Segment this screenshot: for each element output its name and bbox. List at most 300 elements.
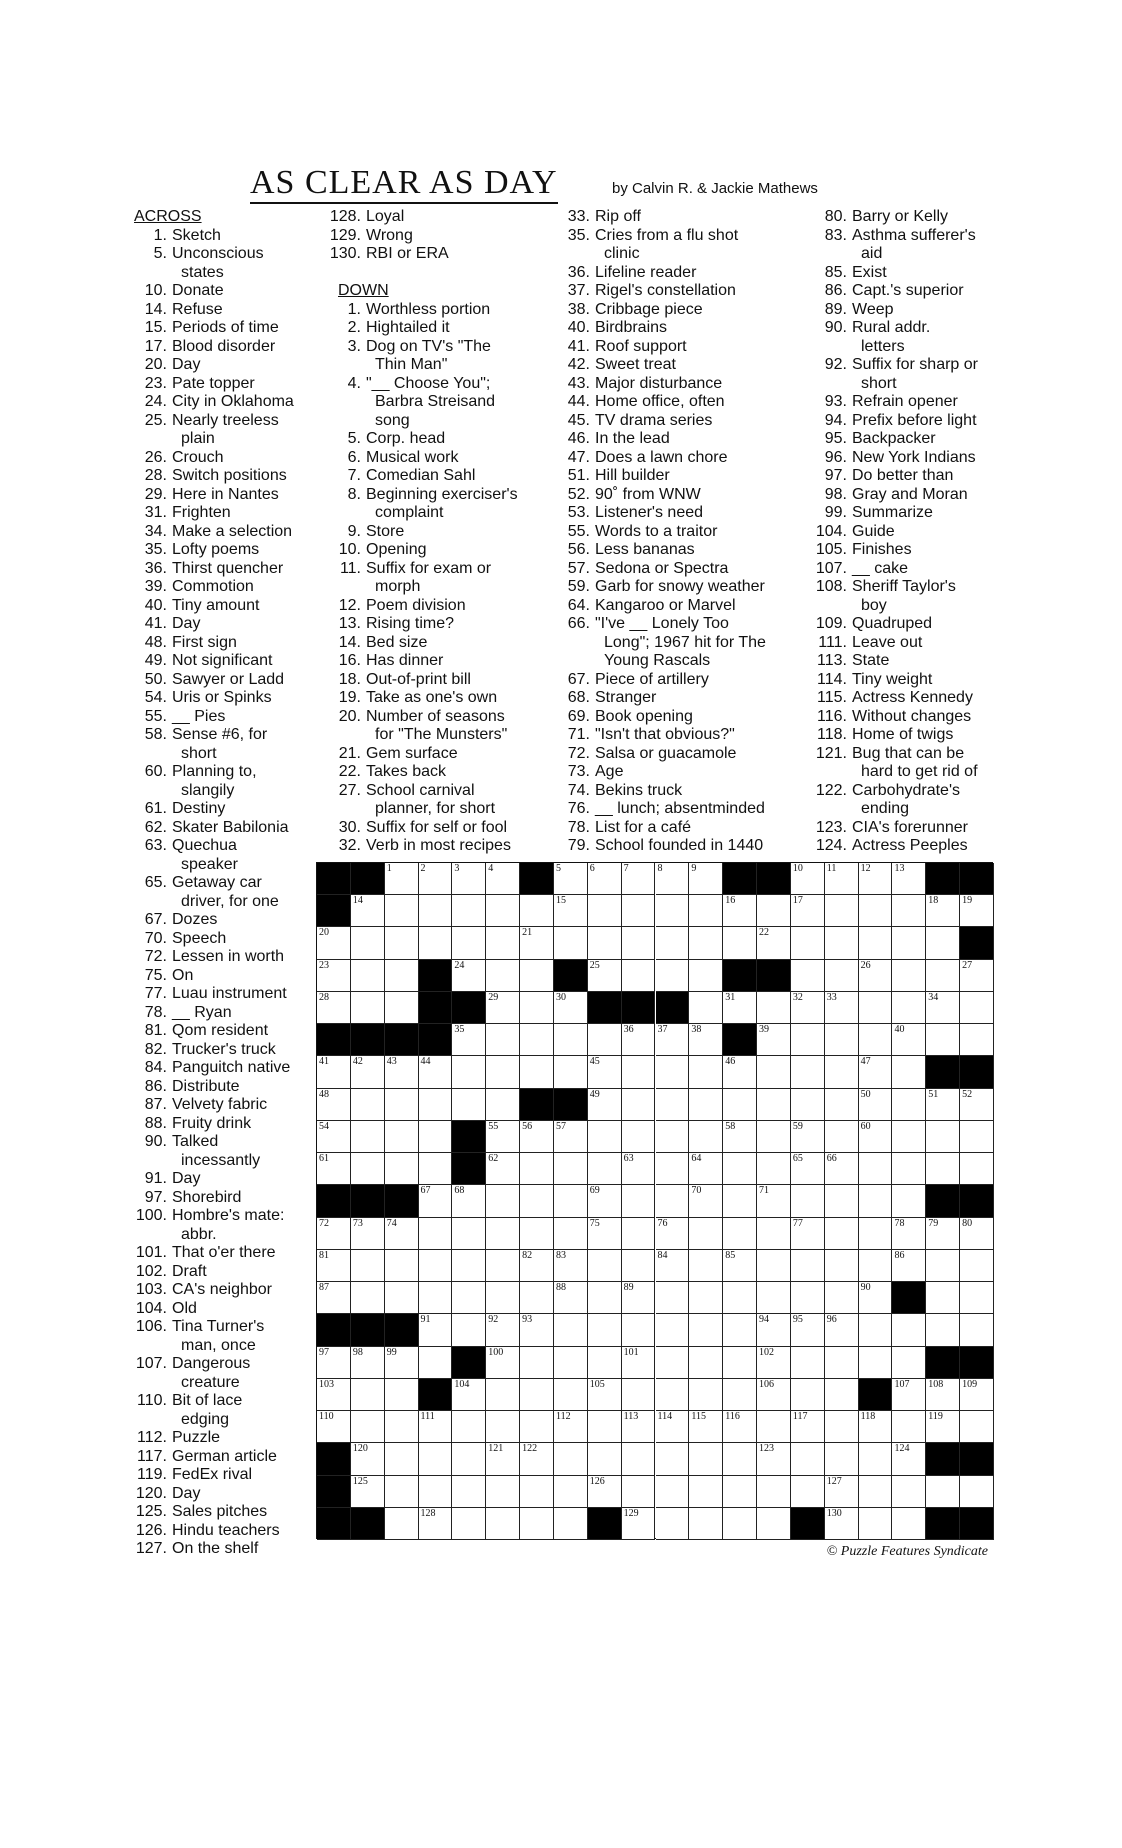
grid-cell[interactable] — [317, 1121, 351, 1153]
grid-cell[interactable] — [622, 1153, 656, 1185]
grid-cell[interactable] — [892, 1024, 926, 1056]
grid-cell[interactable] — [419, 1153, 453, 1185]
grid-cell[interactable] — [791, 927, 825, 959]
grid-cell[interactable] — [351, 1476, 385, 1508]
grid-cell[interactable] — [520, 1218, 554, 1250]
grid-cell[interactable] — [723, 1314, 757, 1346]
grid-cell[interactable] — [622, 1089, 656, 1121]
crossword-grid[interactable] — [316, 862, 993, 1539]
grid-cell[interactable] — [622, 1250, 656, 1282]
grid-cell[interactable] — [520, 1056, 554, 1088]
grid-cell[interactable] — [825, 1508, 859, 1540]
grid-cell[interactable] — [351, 992, 385, 1024]
grid-cell[interactable] — [588, 1056, 622, 1088]
grid-cell[interactable] — [452, 960, 486, 992]
grid-cell[interactable] — [486, 1508, 520, 1540]
grid-cell[interactable] — [825, 1476, 859, 1508]
grid-cell[interactable] — [892, 1411, 926, 1443]
grid-cell[interactable] — [554, 1056, 588, 1088]
grid-cell[interactable] — [656, 1347, 690, 1379]
grid-cell[interactable] — [926, 992, 960, 1024]
grid-cell[interactable] — [419, 1185, 453, 1217]
grid-cell[interactable] — [791, 1250, 825, 1282]
grid-cell[interactable] — [757, 1024, 791, 1056]
grid-cell[interactable] — [385, 960, 419, 992]
grid-cell[interactable] — [757, 1379, 791, 1411]
grid-cell[interactable] — [351, 1153, 385, 1185]
grid-cell[interactable] — [723, 992, 757, 1024]
grid-cell[interactable] — [554, 992, 588, 1024]
grid-cell[interactable] — [317, 960, 351, 992]
grid-cell[interactable] — [926, 1476, 960, 1508]
grid-cell[interactable] — [926, 1024, 960, 1056]
grid-cell[interactable] — [960, 1121, 994, 1153]
grid-cell[interactable] — [656, 927, 690, 959]
grid-cell[interactable] — [588, 895, 622, 927]
grid-cell[interactable] — [317, 1056, 351, 1088]
grid-cell[interactable] — [520, 1379, 554, 1411]
grid-cell[interactable] — [385, 1250, 419, 1282]
grid-cell[interactable] — [859, 1508, 893, 1540]
grid-cell[interactable] — [892, 992, 926, 1024]
grid-cell[interactable] — [520, 1250, 554, 1282]
grid-cell[interactable] — [859, 1347, 893, 1379]
grid-cell[interactable] — [689, 895, 723, 927]
grid-cell[interactable] — [622, 1282, 656, 1314]
grid-cell[interactable] — [960, 1282, 994, 1314]
grid-cell[interactable] — [892, 1089, 926, 1121]
grid-cell[interactable] — [791, 1411, 825, 1443]
grid-cell[interactable] — [926, 1089, 960, 1121]
grid-cell[interactable] — [317, 1250, 351, 1282]
grid-cell[interactable] — [757, 895, 791, 927]
grid-cell[interactable] — [825, 1314, 859, 1346]
grid-cell[interactable] — [419, 1411, 453, 1443]
grid-cell[interactable] — [622, 1024, 656, 1056]
grid-cell[interactable] — [351, 1443, 385, 1475]
grid-cell[interactable] — [689, 1218, 723, 1250]
grid-cell[interactable] — [689, 863, 723, 895]
grid-cell[interactable] — [926, 1411, 960, 1443]
grid-cell[interactable] — [892, 1476, 926, 1508]
grid-cell[interactable] — [825, 1024, 859, 1056]
grid-cell[interactable] — [859, 863, 893, 895]
grid-cell[interactable] — [859, 1121, 893, 1153]
grid-cell[interactable] — [926, 1282, 960, 1314]
grid-cell[interactable] — [960, 960, 994, 992]
grid-cell[interactable] — [351, 1282, 385, 1314]
grid-cell[interactable] — [385, 1218, 419, 1250]
grid-cell[interactable] — [520, 1121, 554, 1153]
grid-cell[interactable] — [554, 1476, 588, 1508]
grid-cell[interactable] — [656, 1089, 690, 1121]
grid-cell[interactable] — [689, 1185, 723, 1217]
grid-cell[interactable] — [588, 1089, 622, 1121]
grid-cell[interactable] — [351, 1411, 385, 1443]
grid-cell[interactable] — [656, 1443, 690, 1475]
grid-cell[interactable] — [452, 1056, 486, 1088]
grid-cell[interactable] — [385, 1379, 419, 1411]
grid-cell[interactable] — [588, 1250, 622, 1282]
grid-cell[interactable] — [689, 1476, 723, 1508]
grid-cell[interactable] — [791, 1153, 825, 1185]
grid-cell[interactable] — [385, 1508, 419, 1540]
grid-cell[interactable] — [825, 1250, 859, 1282]
grid-cell[interactable] — [588, 1121, 622, 1153]
grid-cell[interactable] — [892, 1121, 926, 1153]
grid-cell[interactable] — [723, 1153, 757, 1185]
grid-cell[interactable] — [926, 1379, 960, 1411]
grid-cell[interactable] — [656, 1218, 690, 1250]
grid-cell[interactable] — [757, 1185, 791, 1217]
grid-cell[interactable] — [926, 960, 960, 992]
grid-cell[interactable] — [419, 927, 453, 959]
grid-cell[interactable] — [926, 1153, 960, 1185]
grid-cell[interactable] — [689, 1347, 723, 1379]
grid-cell[interactable] — [757, 1411, 791, 1443]
grid-cell[interactable] — [554, 1411, 588, 1443]
grid-cell[interactable] — [689, 1056, 723, 1088]
grid-cell[interactable] — [892, 863, 926, 895]
grid-cell[interactable] — [588, 1185, 622, 1217]
grid-cell[interactable] — [452, 1443, 486, 1475]
grid-cell[interactable] — [689, 1089, 723, 1121]
grid-cell[interactable] — [892, 1185, 926, 1217]
grid-cell[interactable] — [791, 1218, 825, 1250]
grid-cell[interactable] — [385, 1347, 419, 1379]
grid-cell[interactable] — [588, 1476, 622, 1508]
grid-cell[interactable] — [892, 1314, 926, 1346]
grid-cell[interactable] — [892, 1153, 926, 1185]
grid-cell[interactable] — [825, 1411, 859, 1443]
grid-cell[interactable] — [554, 863, 588, 895]
grid-cell[interactable] — [622, 1443, 656, 1475]
grid-cell[interactable] — [825, 863, 859, 895]
grid-cell[interactable] — [385, 1056, 419, 1088]
grid-cell[interactable] — [520, 895, 554, 927]
grid-cell[interactable] — [486, 927, 520, 959]
grid-cell[interactable] — [723, 1089, 757, 1121]
grid-cell[interactable] — [791, 1089, 825, 1121]
grid-cell[interactable] — [419, 1218, 453, 1250]
grid-cell[interactable] — [689, 1443, 723, 1475]
grid-cell[interactable] — [656, 1314, 690, 1346]
grid-cell[interactable] — [960, 1476, 994, 1508]
grid-cell[interactable] — [317, 1089, 351, 1121]
grid-cell[interactable] — [689, 1508, 723, 1540]
grid-cell[interactable] — [486, 1476, 520, 1508]
grid-cell[interactable] — [486, 1185, 520, 1217]
grid-cell[interactable] — [622, 1379, 656, 1411]
grid-cell[interactable] — [757, 1089, 791, 1121]
grid-cell[interactable] — [520, 1476, 554, 1508]
grid-cell[interactable] — [317, 992, 351, 1024]
grid-cell[interactable] — [622, 1185, 656, 1217]
grid-cell[interactable] — [486, 1089, 520, 1121]
grid-cell[interactable] — [825, 1282, 859, 1314]
grid-cell[interactable] — [588, 1218, 622, 1250]
grid-cell[interactable] — [689, 1153, 723, 1185]
grid-cell[interactable] — [588, 1282, 622, 1314]
grid-cell[interactable] — [554, 895, 588, 927]
grid-cell[interactable] — [689, 992, 723, 1024]
grid-cell[interactable] — [351, 1250, 385, 1282]
grid-cell[interactable] — [791, 863, 825, 895]
grid-cell[interactable] — [926, 1121, 960, 1153]
grid-cell[interactable] — [452, 1411, 486, 1443]
grid-cell[interactable] — [757, 1153, 791, 1185]
grid-cell[interactable] — [554, 1443, 588, 1475]
grid-cell[interactable] — [317, 1411, 351, 1443]
grid-cell[interactable] — [452, 1282, 486, 1314]
grid-cell[interactable] — [757, 1250, 791, 1282]
grid-cell[interactable] — [723, 1379, 757, 1411]
grid-cell[interactable] — [317, 1282, 351, 1314]
grid-cell[interactable] — [351, 1056, 385, 1088]
grid-cell[interactable] — [656, 895, 690, 927]
grid-cell[interactable] — [960, 1218, 994, 1250]
grid-cell[interactable] — [757, 1347, 791, 1379]
grid-cell[interactable] — [554, 1314, 588, 1346]
grid-cell[interactable] — [859, 1411, 893, 1443]
grid-cell[interactable] — [926, 895, 960, 927]
grid-cell[interactable] — [791, 895, 825, 927]
grid-cell[interactable] — [892, 1218, 926, 1250]
grid-cell[interactable] — [554, 1347, 588, 1379]
grid-cell[interactable] — [656, 1476, 690, 1508]
grid-cell[interactable] — [351, 1121, 385, 1153]
grid-cell[interactable] — [859, 1089, 893, 1121]
grid-cell[interactable] — [757, 1508, 791, 1540]
grid-cell[interactable] — [351, 927, 385, 959]
grid-cell[interactable] — [791, 1443, 825, 1475]
grid-cell[interactable] — [385, 1282, 419, 1314]
grid-cell[interactable] — [859, 1024, 893, 1056]
grid-cell[interactable] — [419, 1347, 453, 1379]
grid-cell[interactable] — [960, 1089, 994, 1121]
grid-cell[interactable] — [859, 1250, 893, 1282]
grid-cell[interactable] — [520, 1024, 554, 1056]
grid-cell[interactable] — [452, 1218, 486, 1250]
grid-cell[interactable] — [452, 1250, 486, 1282]
grid-cell[interactable] — [723, 1347, 757, 1379]
grid-cell[interactable] — [723, 1185, 757, 1217]
grid-cell[interactable] — [486, 1282, 520, 1314]
grid-cell[interactable] — [689, 1121, 723, 1153]
grid-cell[interactable] — [723, 1476, 757, 1508]
grid-cell[interactable] — [351, 1379, 385, 1411]
grid-cell[interactable] — [757, 1476, 791, 1508]
grid-cell[interactable] — [892, 927, 926, 959]
grid-cell[interactable] — [825, 927, 859, 959]
grid-cell[interactable] — [689, 1314, 723, 1346]
grid-cell[interactable] — [926, 1314, 960, 1346]
grid-cell[interactable] — [351, 1218, 385, 1250]
grid-cell[interactable] — [656, 863, 690, 895]
grid-cell[interactable] — [859, 927, 893, 959]
grid-cell[interactable] — [622, 1314, 656, 1346]
grid-cell[interactable] — [656, 1282, 690, 1314]
grid-cell[interactable] — [825, 1153, 859, 1185]
grid-cell[interactable] — [689, 1250, 723, 1282]
grid-cell[interactable] — [825, 1347, 859, 1379]
grid-cell[interactable] — [859, 895, 893, 927]
grid-cell[interactable] — [554, 1379, 588, 1411]
grid-cell[interactable] — [960, 992, 994, 1024]
grid-cell[interactable] — [825, 1089, 859, 1121]
grid-cell[interactable] — [723, 1250, 757, 1282]
grid-cell[interactable] — [452, 927, 486, 959]
grid-cell[interactable] — [452, 1089, 486, 1121]
grid-cell[interactable] — [689, 927, 723, 959]
grid-cell[interactable] — [723, 1411, 757, 1443]
grid-cell[interactable] — [520, 1443, 554, 1475]
grid-cell[interactable] — [588, 927, 622, 959]
grid-cell[interactable] — [452, 1024, 486, 1056]
grid-cell[interactable] — [791, 1476, 825, 1508]
grid-cell[interactable] — [622, 927, 656, 959]
grid-cell[interactable] — [452, 1379, 486, 1411]
grid-cell[interactable] — [317, 927, 351, 959]
grid-cell[interactable] — [859, 1282, 893, 1314]
grid-cell[interactable] — [385, 1411, 419, 1443]
grid-cell[interactable] — [486, 1250, 520, 1282]
grid-cell[interactable] — [385, 992, 419, 1024]
grid-cell[interactable] — [588, 863, 622, 895]
grid-cell[interactable] — [791, 1347, 825, 1379]
grid-cell[interactable] — [486, 895, 520, 927]
grid-cell[interactable] — [588, 1379, 622, 1411]
grid-cell[interactable] — [385, 1153, 419, 1185]
grid-cell[interactable] — [791, 960, 825, 992]
grid-cell[interactable] — [757, 927, 791, 959]
grid-cell[interactable] — [723, 1121, 757, 1153]
grid-cell[interactable] — [588, 1153, 622, 1185]
grid-cell[interactable] — [757, 992, 791, 1024]
grid-cell[interactable] — [622, 1347, 656, 1379]
grid-cell[interactable] — [960, 1379, 994, 1411]
grid-cell[interactable] — [656, 960, 690, 992]
grid-cell[interactable] — [486, 1024, 520, 1056]
grid-cell[interactable] — [757, 1282, 791, 1314]
grid-cell[interactable] — [554, 1508, 588, 1540]
grid-cell[interactable] — [757, 1314, 791, 1346]
grid-cell[interactable] — [351, 1089, 385, 1121]
grid-cell[interactable] — [859, 992, 893, 1024]
grid-cell[interactable] — [622, 1508, 656, 1540]
grid-cell[interactable] — [520, 1153, 554, 1185]
grid-cell[interactable] — [317, 1218, 351, 1250]
grid-cell[interactable] — [588, 1347, 622, 1379]
grid-cell[interactable] — [791, 992, 825, 1024]
grid-cell[interactable] — [622, 1121, 656, 1153]
grid-cell[interactable] — [656, 1379, 690, 1411]
grid-cell[interactable] — [588, 1443, 622, 1475]
grid-cell[interactable] — [486, 1121, 520, 1153]
grid-cell[interactable] — [960, 895, 994, 927]
grid-cell[interactable] — [351, 895, 385, 927]
grid-cell[interactable] — [622, 1218, 656, 1250]
grid-cell[interactable] — [385, 1121, 419, 1153]
grid-cell[interactable] — [926, 1250, 960, 1282]
grid-cell[interactable] — [622, 895, 656, 927]
grid-cell[interactable] — [825, 1443, 859, 1475]
grid-cell[interactable] — [723, 895, 757, 927]
grid-cell[interactable] — [622, 1476, 656, 1508]
grid-cell[interactable] — [825, 960, 859, 992]
grid-cell[interactable] — [825, 1056, 859, 1088]
grid-cell[interactable] — [656, 1024, 690, 1056]
grid-cell[interactable] — [588, 960, 622, 992]
grid-cell[interactable] — [622, 1411, 656, 1443]
grid-cell[interactable] — [452, 863, 486, 895]
grid-cell[interactable] — [486, 960, 520, 992]
grid-cell[interactable] — [791, 1121, 825, 1153]
grid-cell[interactable] — [859, 1185, 893, 1217]
grid-cell[interactable] — [317, 1153, 351, 1185]
grid-cell[interactable] — [520, 1314, 554, 1346]
grid-cell[interactable] — [554, 1024, 588, 1056]
grid-cell[interactable] — [520, 1282, 554, 1314]
grid-cell[interactable] — [892, 1508, 926, 1540]
grid-cell[interactable] — [656, 1121, 690, 1153]
grid-cell[interactable] — [452, 1508, 486, 1540]
grid-cell[interactable] — [486, 1314, 520, 1346]
grid-cell[interactable] — [960, 1024, 994, 1056]
grid-cell[interactable] — [385, 863, 419, 895]
grid-cell[interactable] — [656, 1508, 690, 1540]
grid-cell[interactable] — [960, 1153, 994, 1185]
grid-cell[interactable] — [757, 1218, 791, 1250]
grid-cell[interactable] — [859, 1153, 893, 1185]
grid-cell[interactable] — [723, 1282, 757, 1314]
grid-cell[interactable] — [419, 1089, 453, 1121]
grid-cell[interactable] — [452, 895, 486, 927]
grid-cell[interactable] — [520, 992, 554, 1024]
grid-cell[interactable] — [520, 1411, 554, 1443]
grid-cell[interactable] — [520, 1508, 554, 1540]
grid-cell[interactable] — [859, 1314, 893, 1346]
grid-cell[interactable] — [554, 1185, 588, 1217]
grid-cell[interactable] — [622, 960, 656, 992]
grid-cell[interactable] — [892, 1056, 926, 1088]
grid-cell[interactable] — [385, 1089, 419, 1121]
grid-cell[interactable] — [926, 1218, 960, 1250]
grid-cell[interactable] — [520, 927, 554, 959]
grid-cell[interactable] — [892, 1250, 926, 1282]
grid-cell[interactable] — [689, 1024, 723, 1056]
grid-cell[interactable] — [656, 1411, 690, 1443]
grid-cell[interactable] — [419, 895, 453, 927]
grid-cell[interactable] — [757, 1056, 791, 1088]
grid-cell[interactable] — [892, 960, 926, 992]
grid-cell[interactable] — [588, 1314, 622, 1346]
grid-cell[interactable] — [520, 1185, 554, 1217]
grid-cell[interactable] — [825, 895, 859, 927]
grid-cell[interactable] — [419, 1250, 453, 1282]
grid-cell[interactable] — [689, 960, 723, 992]
grid-cell[interactable] — [486, 863, 520, 895]
grid-cell[interactable] — [419, 1121, 453, 1153]
grid-cell[interactable] — [723, 1508, 757, 1540]
grid-cell[interactable] — [486, 1379, 520, 1411]
grid-cell[interactable] — [385, 895, 419, 927]
grid-cell[interactable] — [859, 1443, 893, 1475]
grid-cell[interactable] — [486, 992, 520, 1024]
grid-cell[interactable] — [791, 1379, 825, 1411]
grid-cell[interactable] — [588, 1411, 622, 1443]
grid-cell[interactable] — [419, 863, 453, 895]
